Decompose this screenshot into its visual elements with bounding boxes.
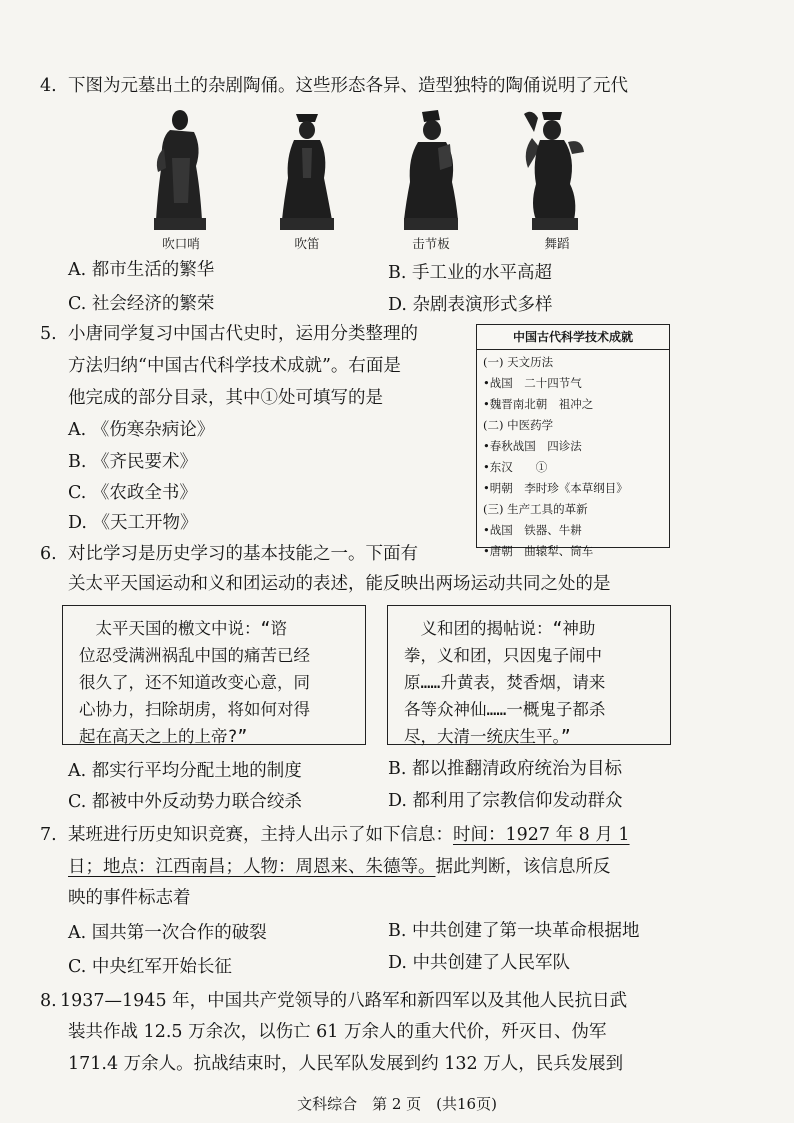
quote-line: 位忍受满洲祸乱中国的痛苦已经 bbox=[79, 646, 310, 665]
science-box-row: •魏晋南北朝 祖冲之 bbox=[483, 397, 594, 411]
q4-option-b[interactable]: B. 手工业的水平高超 bbox=[388, 263, 552, 283]
science-box-row: •明朝 李时珍《本草纲目》 bbox=[483, 481, 628, 495]
q7-line-2 bbox=[68, 855, 611, 879]
figurine-whistling-icon bbox=[150, 108, 212, 233]
q4-option-d[interactable]: D. 杂剧表演形式多样 bbox=[388, 295, 553, 315]
science-box-row: •战国 二十四节气 bbox=[483, 376, 582, 390]
q7-option-d[interactable]: D. 中共创建了人民军队 bbox=[388, 953, 571, 973]
quote-line: 很久了，还不知道改变心意，同 bbox=[79, 673, 310, 692]
q8-line-2: 装共作战 12.5 万余次，以伤亡 61 万余人的重大代价，歼灭日、伪军 bbox=[68, 1022, 607, 1042]
q8-line-3: 171.4 万余人。抗战结束时，人民军队发展到约 132 万人，民兵发展到 bbox=[68, 1054, 624, 1074]
science-box-row: •战国 铁器、牛耕 bbox=[483, 523, 582, 537]
science-box-title: 中国古代科学技术成就 bbox=[477, 325, 669, 350]
figurine-caption-3: 击节板 bbox=[412, 236, 450, 251]
science-box-row: •唐朝 曲辕犁、筒车 bbox=[483, 544, 594, 558]
boxer-quote-box bbox=[387, 605, 671, 745]
q5-stem-line-1: 小唐同学复习中国古代史时，运用分类整理的 bbox=[68, 324, 418, 344]
q7-option-b[interactable]: B. 中共创建了第一块革命根据地 bbox=[388, 921, 640, 941]
q7-line-3: 映的事件标志着 bbox=[68, 888, 191, 908]
figurine-caption-1: 吹口哨 bbox=[162, 236, 200, 251]
q6-option-a[interactable]: A. 都实行平均分配土地的制度 bbox=[68, 761, 302, 781]
q8-number: 8. bbox=[40, 991, 57, 1011]
quote-line: 拳，义和团，只因鬼子闹中 bbox=[404, 646, 602, 665]
science-box-row-blank: •东汉 ① bbox=[483, 460, 559, 474]
q6-option-d[interactable]: D. 都利用了宗教信仰发动群众 bbox=[388, 791, 623, 811]
q7-info-time: 时间：1927 年 8 月 1 bbox=[453, 825, 630, 845]
q5-stem-line-3: 他完成的部分目录，其中①处可填写的是 bbox=[68, 388, 383, 408]
q7-line-1-text: 某班进行历史知识竞赛，主持人出示了如下信息： bbox=[68, 825, 453, 845]
q7-info-place-people: 日；地点：江西南昌；人物：周恩来、朱德等。 bbox=[68, 857, 436, 877]
quote-line: 起在高天之上的上帝?” bbox=[79, 727, 248, 746]
science-achievements-box bbox=[476, 324, 670, 558]
q4-number: 4. bbox=[40, 76, 57, 96]
figurine-clapper-icon bbox=[402, 108, 462, 233]
page-footer: 文科综合 第 2 页 (共16页) bbox=[297, 1095, 497, 1113]
q7-line-2-text: 据此判断，该信息所反 bbox=[435, 857, 611, 877]
taiping-quote-box bbox=[62, 605, 366, 745]
q5-number: 5. bbox=[40, 324, 57, 344]
figurine-caption-4: 舞蹈 bbox=[544, 236, 570, 251]
quote-line: 义和团的揭帖说：“神助 bbox=[404, 619, 596, 638]
q5-option-d[interactable]: D. 《天工开物》 bbox=[68, 513, 198, 533]
q6-option-b[interactable]: B. 都以推翻清政府统治为目标 bbox=[388, 759, 622, 779]
science-box-row: •春秋战国 四诊法 bbox=[483, 439, 582, 453]
quote-line: 心协力，扫除胡虏，将如何对得 bbox=[79, 700, 310, 719]
science-box-row: (一) 天文历法 bbox=[483, 355, 554, 369]
q7-line-1 bbox=[68, 823, 630, 847]
q4-option-a[interactable]: A. 都市生活的繁华 bbox=[68, 260, 215, 280]
quote-line: 原……升黄表，焚香烟，请来 bbox=[404, 673, 606, 692]
quote-line: 太平天国的檄文中说：“谘 bbox=[79, 619, 287, 638]
q5-stem-line-2: 方法归纳“中国古代科学技术成就”。右面是 bbox=[68, 356, 401, 376]
science-box-row: (二) 中医药学 bbox=[483, 418, 554, 432]
q6-stem-line-2: 关太平天国运动和义和团运动的表述，能反映出两场运动共同之处的是 bbox=[68, 574, 611, 594]
science-box-row: (三) 生产工具的革新 bbox=[483, 502, 588, 516]
q5-option-a[interactable]: A. 《伤寒杂病论》 bbox=[68, 420, 215, 440]
q7-option-c[interactable]: C. 中央红军开始长征 bbox=[68, 957, 232, 977]
q6-number: 6. bbox=[40, 544, 57, 564]
q4-option-c[interactable]: C. 社会经济的繁荣 bbox=[68, 294, 215, 314]
q5-option-b[interactable]: B. 《齐民要术》 bbox=[68, 452, 197, 472]
q6-option-c[interactable]: C. 都被中外反动势力联合绞杀 bbox=[68, 792, 302, 812]
quote-line: 各等众神仙……一概鬼子都杀 bbox=[404, 700, 606, 719]
q7-option-a[interactable]: A. 国共第一次合作的破裂 bbox=[68, 923, 267, 943]
q8-line-1: 1937—1945 年，中国共产党领导的八路军和新四军以及其他人民抗日武 bbox=[60, 991, 628, 1011]
q5-option-c[interactable]: C. 《农政全书》 bbox=[68, 483, 197, 503]
quote-line: 尽，大清一统庆生平。” bbox=[404, 727, 571, 746]
q6-stem-line-1: 对比学习是历史学习的基本技能之一。下面有 bbox=[68, 544, 418, 564]
figurine-caption-2: 吹笛 bbox=[294, 236, 320, 251]
figurine-dancing-icon bbox=[518, 108, 588, 233]
q7-number: 7. bbox=[40, 825, 57, 845]
figurine-flute-icon bbox=[278, 108, 336, 233]
q4-stem: 下图为元墓出土的杂剧陶俑。这些形态各异、造型独特的陶俑说明了元代 bbox=[68, 76, 628, 96]
